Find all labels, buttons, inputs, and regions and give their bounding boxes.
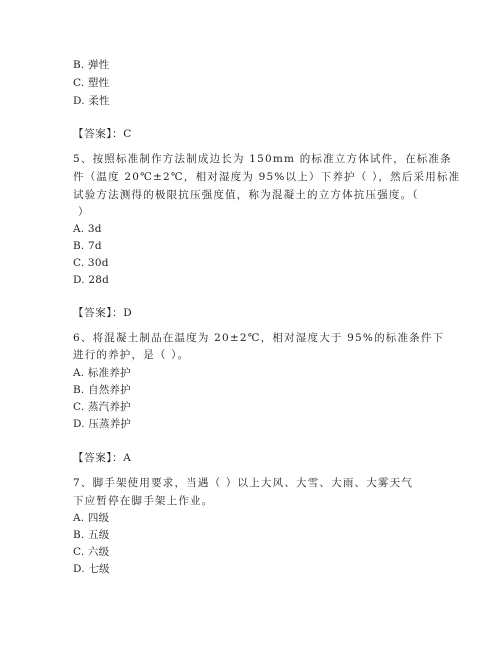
option-b: B. 五级 xyxy=(73,529,110,541)
question-text-line: 试验方法测得的极限抗压强度值，称为混凝土的立方体抗压强度。（ xyxy=(73,189,419,201)
option-b: B. 7d xyxy=(73,240,102,252)
question-text-line: 7、脚手架使用要求，当遇（ ）以上大风、大雪、大雨、大雾天气 xyxy=(73,477,414,489)
option-d: D. 28d xyxy=(73,274,110,286)
question-text-line: 6、将混凝土制品在温度为 20±2℃，相对湿度大于 95%的标准条件下 xyxy=(73,332,445,344)
answer-label: 【答案】：A xyxy=(73,452,132,464)
question-text-line: 下应暂停在脚手架上作业。 xyxy=(73,495,214,507)
option-b: B. 自然养护 xyxy=(73,384,131,396)
question-text-line: ） xyxy=(78,206,90,218)
option-c: C. 六级 xyxy=(73,546,110,558)
answer-label: 【答案】：D xyxy=(73,307,133,319)
option-b: B. 弹性 xyxy=(73,59,110,71)
option-a: A. 四级 xyxy=(73,512,110,524)
option-c: C. 蒸汽养护 xyxy=(73,401,131,413)
option-d: D. 柔性 xyxy=(73,95,110,107)
option-c: C. 30d xyxy=(73,257,109,269)
option-a: A. 标准养护 xyxy=(73,367,131,379)
option-c: C. 塑性 xyxy=(73,77,110,89)
answer-label: 【答案】：C xyxy=(73,128,132,140)
question-text-line: 件（温度 20℃±2℃，相对湿度为 95%以上）下养护（ ），然后采用标准 xyxy=(73,171,461,183)
option-a: A. 3d xyxy=(73,223,102,235)
question-text-line: 5、按照标准制作方法制成边长为 150mm 的标准立方体试件，在标准条 xyxy=(73,153,452,165)
option-d: D. 七级 xyxy=(73,563,110,575)
option-d: D. 压蒸养护 xyxy=(73,418,132,430)
question-text-line: 进行的养护，是（ ）。 xyxy=(73,349,190,361)
